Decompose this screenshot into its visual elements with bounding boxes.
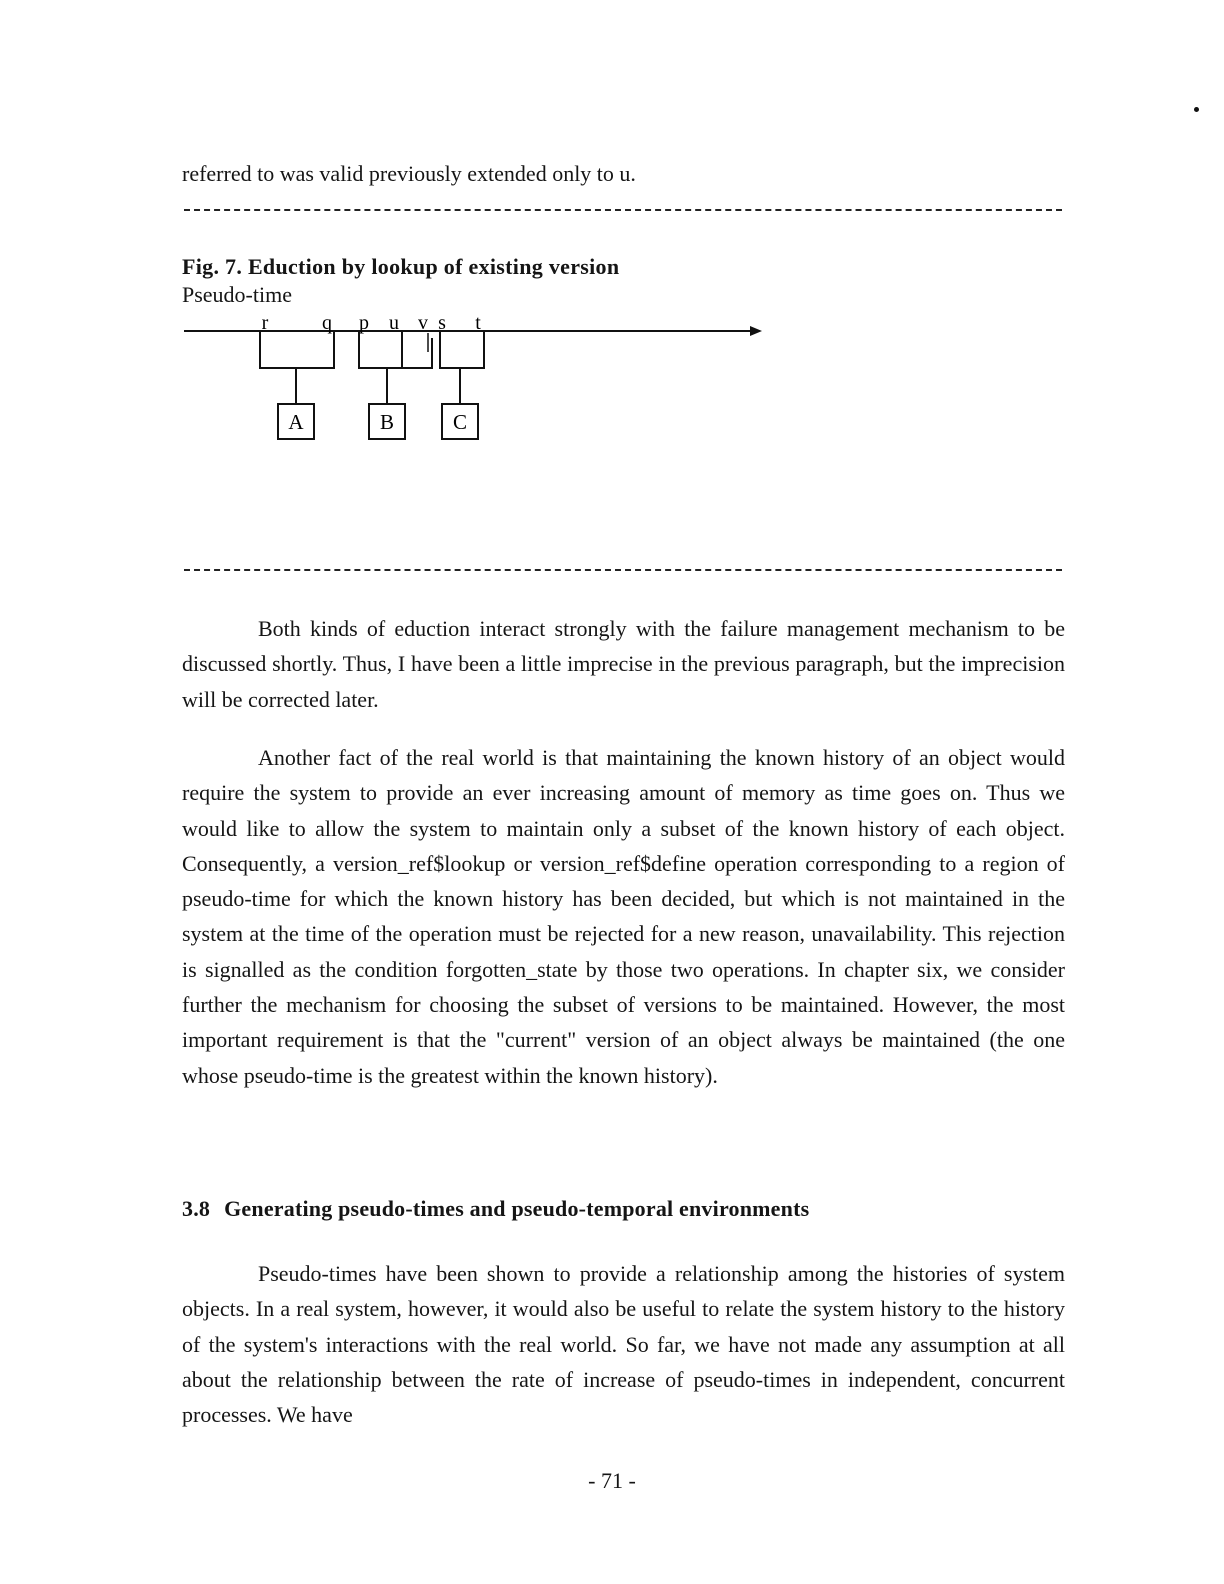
section-number: 3.8	[182, 1196, 211, 1221]
object-label-a: A	[288, 410, 304, 434]
paragraph-pseudo-times-text: Pseudo-times have been shown to provide a relationship among the histories of system objects. In a real system, however, it would also be useful to relate the system history to the history of the system's interactions with the real world. So far, we have not made any assumption at all about the relationship between the rate of increase of pseudo-times in independent, concurrent processes. We have	[182, 1261, 1065, 1428]
axis-label-s: s	[438, 312, 446, 334]
section-heading	[182, 1196, 809, 1222]
object-label-c: C	[452, 410, 468, 434]
paragraph-eduction-text: Both kinds of eduction interact strongly with the failure management mechanism to be discussed shortly. Thus, I have been a little imprecise in the previous paragraph, but the imprecision will be corrected later.	[182, 616, 1065, 712]
page-number: - 71 -	[588, 1468, 636, 1493]
axis-label-r: r	[261, 312, 269, 334]
time-axis-arrowhead	[750, 326, 762, 336]
axis-label-q: q	[322, 312, 332, 334]
axis-label-t: t	[475, 312, 481, 334]
paragraph-known-history-text: Another fact of the real world is that maintaining the known history of an object would require the system to provide an ever increasing amount of memory as time goes on. Thus we would like to allow the system to maintain only a subset of the known history of each object. Consequently, a version_ref$lookup or version_ref$define operation corresponding to a region of pseudo-time for which the known history has been decided, but which is not maintained in the system at the time of the operation must be rejected for a new reason, unavailability. This rejection is signalled as the condition forgotten_state by those two operations. In chapter six, we consider further the mechanism for choosing the subset of versions to be maintained. However, the most important requirement is that the "current" version of an object always be maintained (the one whose pseudo-time is the greatest within the known history).	[182, 745, 1065, 1088]
figure-title: Fig. 7. Eduction by lookup of existing version	[182, 254, 620, 279]
object-label-b: B	[379, 410, 395, 434]
axis-label-v: v	[418, 312, 428, 334]
figure-subtitle: Pseudo-time	[182, 282, 292, 307]
axis-label-p: p	[359, 312, 369, 334]
axis-label-u: u	[389, 312, 399, 334]
interval-bracket-c	[440, 331, 484, 368]
paragraph-known-history	[182, 740, 1065, 1093]
continuation-line: referred to was valid previously extended only to u.	[182, 161, 636, 186]
interval-bracket-a	[260, 331, 334, 368]
paragraph-pseudo-times	[182, 1256, 1065, 1432]
interval-bracket-b	[359, 331, 432, 368]
paragraph-eduction	[182, 611, 1065, 717]
figure-bottom-divider	[184, 569, 1062, 571]
section-title: Generating pseudo-times and pseudo-temporal environments	[224, 1196, 810, 1221]
